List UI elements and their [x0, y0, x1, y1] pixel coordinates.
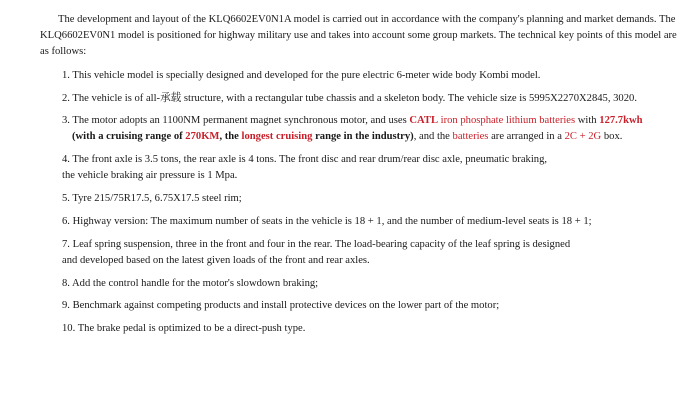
list-item-text: Tyre 215/75R17.5, 6.75X17.5 steel rim; — [72, 193, 242, 205]
list-item-number: 7. — [62, 238, 73, 250]
list-item — [62, 191, 680, 207]
list-item-continuation — [62, 129, 680, 145]
list-item-text: the vehicle braking air pressure is 1 Mpa. — [62, 170, 238, 182]
list-item-number: 8. — [62, 277, 73, 289]
list-item-text: range in the industry) — [312, 131, 414, 143]
list-item — [62, 91, 680, 107]
list-item-line — [62, 93, 637, 104]
list-item-number: 4. — [62, 154, 73, 166]
list-item-line — [62, 154, 547, 165]
list-item-number: 3. — [62, 115, 73, 127]
list-item-line — [62, 70, 540, 81]
list-item — [62, 276, 680, 292]
list-item-text: 127.7kwh — [599, 115, 643, 127]
intro-paragraph: The development and layout of the KLQ6602EV0N1A model is carried out in accordance with the company's planning and market demands. The KLQ6602EV0N1 model is positioned for highway military use and takes into account some group markets. The technical key points of this model are as follows: — [40, 14, 677, 57]
list-item-text: Leaf spring suspension, three in the front and four in the rear. The load-bearing capacity of the leaf spring is designed — [72, 238, 571, 250]
list-item-text: are arranged in a — [488, 131, 565, 143]
list-item-text: Highway version: The maximum number of seats in the vehicle is 18 + 1, and the number of medium-level seats is 18 + 1; — [72, 215, 592, 227]
technical-points-list — [40, 68, 680, 338]
list-item — [62, 113, 680, 145]
list-item-number: 1. — [62, 69, 73, 81]
list-item-text: , the — [219, 131, 242, 143]
list-item-line — [62, 193, 242, 204]
list-item-text: This vehicle model is specially designed and developed for the pure electric 6-meter wide body Kombi model. — [72, 69, 541, 81]
list-item-text: The vehicle is of all-承载 structure, with a rectangular tube chassis and a skeleton body. The vehicle size is 5995X2270X2845, 3020. — [72, 92, 637, 104]
list-item — [62, 298, 680, 314]
list-item — [62, 237, 680, 269]
list-item — [62, 321, 680, 337]
list-item-text: The front axle is 3.5 tons, the rear axle is 4 tons. The front disc and rear drum/rear disc axle, pneumatic braking, — [72, 154, 548, 166]
list-item-text: The motor adopts an 1100NM permanent magnet synchronous motor, and uses — [72, 115, 410, 127]
list-item-number: 5. — [62, 193, 73, 205]
list-item-line — [62, 115, 643, 126]
list-item-text: 270KM — [185, 131, 220, 143]
list-item-text: box. — [601, 131, 623, 143]
list-item-text: longest cruising — [241, 131, 313, 143]
list-item-number: 9. — [62, 300, 73, 312]
list-item-line — [62, 216, 592, 227]
list-item-text: and developed based on the latest given loads of the front and rear axles. — [62, 254, 370, 266]
list-item-number: 10. — [62, 323, 78, 335]
list-item-text: Benchmark against competing products and install protective devices on the lower part of the motor; — [72, 300, 500, 312]
list-item — [62, 152, 680, 184]
list-item-text: , and the — [413, 131, 453, 143]
list-item-line — [62, 278, 318, 289]
list-item-continuation — [62, 253, 680, 269]
list-item-text: iron phosphate lithium batteries — [438, 115, 576, 127]
list-item-continuation — [62, 168, 680, 184]
list-item-text: with — [575, 115, 600, 127]
list-item — [62, 214, 680, 230]
list-item — [62, 68, 680, 84]
list-item-line — [62, 323, 305, 334]
list-item-text: Add the control handle for the motor's slowdown braking; — [72, 277, 319, 289]
list-item-text: The brake pedal is optimized to be a direct-push type. — [77, 323, 306, 335]
list-item-text: 2C + 2G — [564, 131, 602, 143]
list-item-number: 2. — [62, 92, 73, 104]
list-item-number: 6. — [62, 215, 73, 227]
list-item-text: batteries — [452, 131, 489, 143]
list-item-line — [62, 239, 570, 250]
list-item-text: (with a cruising range of — [72, 131, 186, 143]
list-item-text: CATL — [409, 115, 439, 127]
list-item-line — [62, 300, 499, 311]
